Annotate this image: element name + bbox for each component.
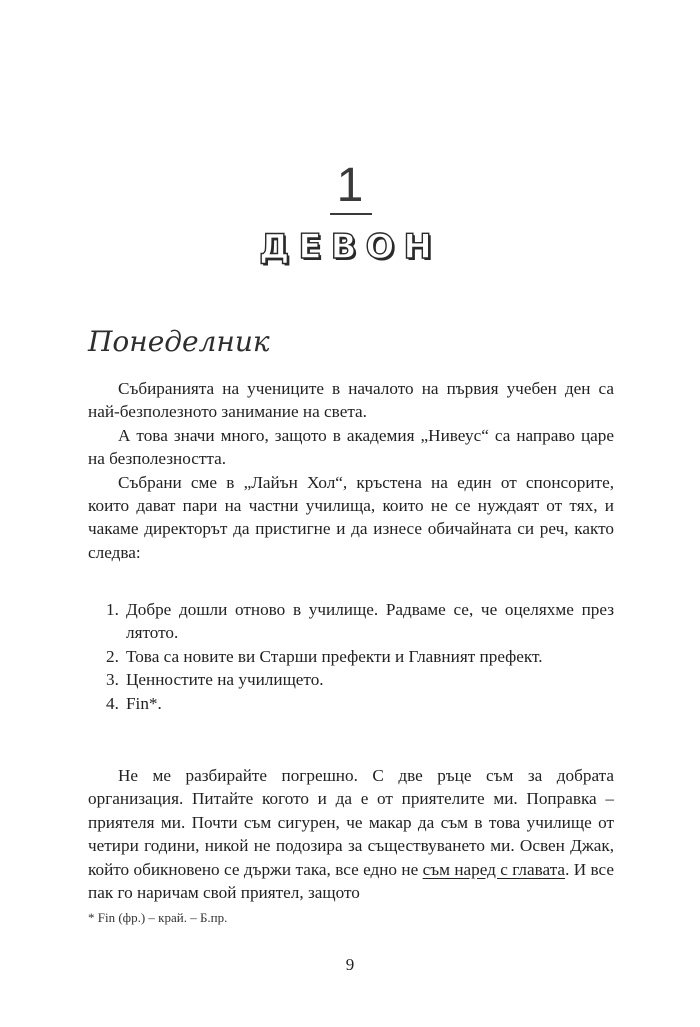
paragraph: А това значи много, защото в академия „Нивеус“ са направо царе на безполезността. (88, 425, 614, 469)
closing-paragraph (88, 764, 614, 904)
paragraph-text: . И все пак го наричам свой приятел, защото (88, 859, 614, 903)
paragraph: Събиранията на учениците в началото на първия учебен ден са най-безполезното занимание на света. (88, 379, 614, 422)
page-number: 9 (345, 955, 355, 974)
list-item-text: Добре дошли отново в училище. Радваме се, че оцеляхме през лятото. (126, 600, 614, 643)
underlined-phrase: съм наред с главата (422, 859, 566, 879)
day-heading: Понеделник (88, 325, 270, 358)
chapter-divider (330, 213, 372, 215)
list-item-text: Fin*. (126, 693, 162, 713)
list-item-number: 1. (106, 600, 119, 619)
list-item-number: 4. (106, 693, 119, 713)
list-item (106, 645, 614, 668)
chapter-title: ДЕВОН (259, 227, 441, 267)
paragraph-text: Не ме разбирайте погрешно. С две ръце съм за добрата организация. Питайте когото и да е от приятелите ми. Поправка – приятеля ми. Почти съм сигурен, че макар да съм в това училище от четири години, никой не подозира за съществуването ми. Освен Джак, който обикновено се държи така, все едно не (88, 766, 614, 879)
list-item-text: Това са новите ви Старши префекти и Главният префект. (126, 646, 543, 666)
chapter-number: 1 (336, 159, 364, 212)
opening-paragraphs (88, 377, 614, 564)
paragraph: Събрани сме в „Лайън Хол“, кръстена на един от спонсорите, които дават пари на частни училища, които не се нуждаят от тях, и чакаме директорът да пристигне и да изнесе обичайната си реч, както следва: (88, 472, 614, 562)
list-item-text: Ценностите на училището. (126, 670, 324, 690)
list-item (106, 668, 614, 691)
numbered-list (106, 598, 614, 715)
list-item (106, 598, 614, 645)
list-item-number: 2. (106, 646, 119, 666)
footnote: * Fin (фр.) – край. – Б.пр. (88, 910, 228, 925)
list-item (106, 692, 614, 715)
list-item-number: 3. (106, 670, 119, 690)
